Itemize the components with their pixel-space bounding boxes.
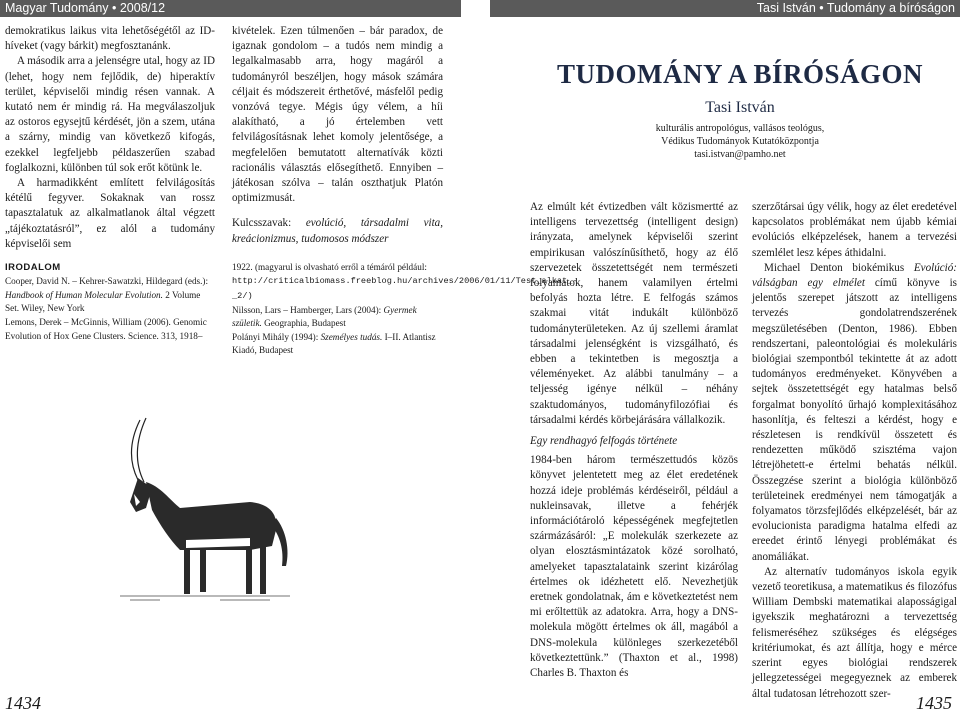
paragraph: A harmadikként említett felvilágosítás kétélű fegyver. Sokaknak van rossz tapasztalatuk az alkalmatlanok által végzett „tájékoztatásról”, ez alól a tudomány képviselői sem <box>5 177 215 250</box>
paragraph: demokratikus laikus vita lehetőségétől az ID-híveket (vagy bárkit) megfosztanánk. <box>5 25 215 53</box>
article-title: TUDOMÁNY A BÍRÓSÁGON <box>556 59 924 89</box>
paragraph: 1984-ben három természettudós közös könyvet jelentetett meg az élet eredetének hozzá ideje problémás kérdéseiről, például a nukleinsavak, illetve a fehérjék információtároló képességének megfejtetlen szármázásáról: „E molekulák szerkezete az olyan elosztásmintázatok közé sorolható, amelyeket tapasztalataink szerint kizárólag értelmes ok idézhetett elő. Nevezhetjük eretnek gondolatnak, ám e következtetést nem mi erőltettük az adatokra. Arra, hogy a DNS-molekula mögött értelmes ok áll, magából a DNS-molekula különleges szerkezetéből következtettünk.” (Thaxton et al., 1998) Charles B. Thaxton és <box>530 454 738 680</box>
reference-item: Nilsson, Lars – Hamberger, Lars (2004): Gyermek születik. Geographia, Budapest <box>232 304 417 329</box>
paragraph: Az alternatív tudományos iskola egyik vezető teoretikusa, a matematikus és filozófus William Dembski matematikai alaposságigal igyekszik meghatározni a tervezettség felismeréséhez szükséges és elégséges kritériumokat, és azt állítja, hogy e mérce szerint egyes biológiai rendszerek jellegzetességei megegyeznek az emberek által tudatosan létrehozott szer- <box>752 565 957 700</box>
keywords: Kulcsszavak: evolúció, társadalmi vita, kreácionizmus, tudomosos módszer <box>232 217 443 245</box>
left-page-column-1 <box>5 24 215 343</box>
section-subheading: Egy rendhagyó felfogás története <box>530 435 678 448</box>
page-number-left: 1434 <box>5 693 41 713</box>
running-header-left: Magyar Tudomány • 2008/12 <box>0 0 461 17</box>
paragraph: szerzőtársai úgy vélik, hogy az élet eredetével kapcsolatos problémákat nem újabb kémiai evolúciós elképzelések, hanem a tervezési szemlélet lesz képes áthidalni. <box>752 201 957 259</box>
left-page-column-2 <box>232 24 578 358</box>
paragraph: kivételek. Ezen túlmenően – bár paradox, de igaznak gondolom – a tudós nem mindig a legalkalmasabb arra, hogy magáról a tudományról beszéljen, hogy mások számára céljait és módszereit érthetővé, másfelől pedig vonzóvá tegye. Mégis úgy vélem, a híi alakítható, a jó értelemben vett felvilágosításnak lehet komoly jelentősége, a megfelelően bemutatott alternatívák közti racionális választás elősegíthető. Ennyiben – játékosan szólva – talán oszthatjuk Platón optimizmusát. <box>232 25 443 205</box>
right-page-column-2 <box>752 200 957 702</box>
references-heading: IRODALOM <box>5 262 61 274</box>
right-page-column-1 <box>530 200 738 681</box>
abstract: Az elmúlt két évtizedben vált közismertté az intelligens tervezettség (intelligent design) irányzata, amelynek képviselői szerint empirikusan valószínűsíthető, hogy az élő szervezetek összetettségét nem természeti folyamatok, hanem valamilyen értelmi befolyás hozta létre. E felfogás számos szakmai vitát indukált különböző tudományterületeken. Az új szellemi áramlat társadalmi jelenségként is vizsgálható, és ebben a tekintetben is megosztja a véleményeket. Az alábbi tanulmány – a teljesség igénye nélkül – néhány szaktudományos, tudományfilozófiai és társadalmi kérdés körbejárására vállalkozik. <box>530 201 738 426</box>
running-header-right: Tasi István • Tudomány a bíróságon <box>490 0 960 17</box>
article-title-block <box>540 58 940 161</box>
reference-item: Cooper, David N. – Kehrer-Sawatzki, Hildegard (eds.): Handbook of Human Molecular Evolution. 2 Volume Set. Wiley, New York <box>5 276 209 314</box>
author-email: tasi.istvan@pamho.net <box>694 149 786 160</box>
reference-item: Lemons, Derek – McGinnis, William (2006). Genomic Evolution of Hox Gene Clusters. Science. 313, 1918– <box>5 317 207 341</box>
article-author: Tasi István <box>705 99 775 116</box>
author-affiliation: kulturális antropológus, vallásos teológus, Védikus Tudományok Kutatóközpontja tasi.istvan@pamho.net <box>540 122 940 161</box>
paragraph: A második arra a jelenségre utal, hogy az ID (lehet, hogy nem fejlődik, de) hiperaktív terület, képviselői mindig résen vannak. A kutató nem ér mindig rá. Ha megválaszoljuk az ostoros egysejtű kérdését, jön a szem, utána a szárny, mindig van következő kifogás, ezekkel legfeljebb példaszerűen szabad foglalkozni, különben túl sok erőt kötünk le. <box>5 55 215 174</box>
reference-item: Polányi Mihály (1994): Személyes tudás. I–II. Atlantisz Kiadó, Budapest <box>232 331 436 356</box>
antelope-illustration <box>100 390 300 620</box>
paragraph: Michael Denton biokémikus Evolúció: válságban egy elmélet című könyve is jelentős szerepet játszott az intelligens tervezés gondolatrendszerének megszületésében (Denton, 1986). Ebben rendszertani, paleontológiai és molekuláris biológiai szempontból tekintette át az adott tudományos eredményeket. Könyvében a sejtek összetettségét egy hatalmas belső forgalmat bonyolító űrhajó komplexitásához hasonlítja, és felteszi a kérdést, hogy e részletesen is rendkívül összetett és rendezetten működő szisztéma vajon létrejöhetett-e értelmi behatás nélkül. Összegzése szerint a biológia különböző területeinek eredményei nem támogatják a folyamatos törzsfejlődés elképzelését, bár az evolucionista paradigma hatalma elfedi az ereedet érintő lényegi problémákat és anomáliákat. <box>752 261 957 563</box>
reference-item: 1922. (magyarul is olvasható erről a témáról például: http://criticalbiomass.freeblog.hu/archives/2006/01/11/Test_alkat_-_2/) <box>232 261 578 302</box>
page-number-right: 1435 <box>916 693 952 713</box>
